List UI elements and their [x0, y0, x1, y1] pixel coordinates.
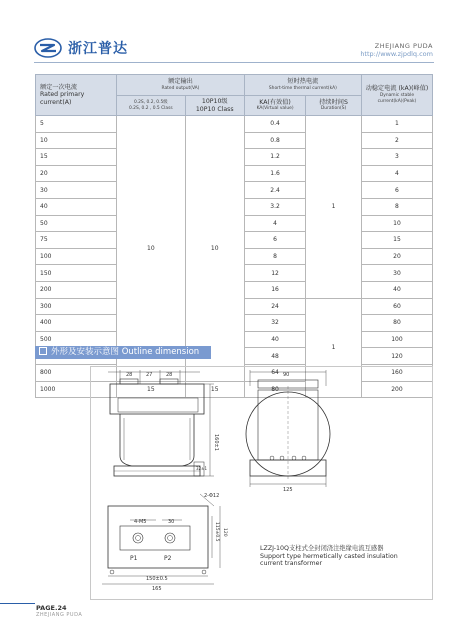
- header-dynamic-cn: 动稳定电流 (kA)(峰值): [365, 85, 429, 93]
- cell-primary: 10: [36, 132, 117, 149]
- cell-ka: 0.4: [244, 116, 305, 133]
- header-rated-output: [117, 75, 245, 96]
- cell-primary: 200: [36, 281, 117, 298]
- dim-top-a: 28: [126, 372, 133, 378]
- cell-primary: 100: [36, 248, 117, 265]
- cell-dynamic: 40: [361, 281, 432, 298]
- header-dynamic-en2: current(kA)(Peak): [377, 98, 417, 104]
- cell-dynamic: 4: [361, 165, 432, 182]
- dim-inner: 30: [168, 519, 175, 525]
- cell-primary: 15: [36, 149, 117, 166]
- cell-primary: 400: [36, 315, 117, 332]
- header-thermal-current: [244, 75, 361, 96]
- caption-line-cn: LZZJ-10Q支柱式全封闭浇注绝缘电流互感器: [260, 545, 384, 552]
- caption-line-en2: current transformer: [260, 560, 323, 568]
- cell-primary: 50: [36, 215, 117, 232]
- company-url: http://www.zjpdlq.com: [360, 50, 433, 58]
- logo-text: 浙江普达: [68, 41, 128, 57]
- checkbox-square-icon: [39, 347, 47, 355]
- cell-ka: 24: [244, 298, 305, 315]
- cell-output-b-merged: 10: [185, 116, 244, 382]
- section-title-bar: [35, 346, 211, 359]
- cell-dynamic: 30: [361, 265, 432, 282]
- cell-primary: 20: [36, 165, 117, 182]
- dim-bottom-inner: 150±0.5: [146, 576, 168, 582]
- cell-output-b: 15: [185, 381, 244, 398]
- dim-height: 160±1: [213, 434, 219, 451]
- section-title: 外形及安装示意图 Outline dimension: [51, 347, 200, 357]
- cell-ka: 0.8: [244, 132, 305, 149]
- cell-ka: 6: [244, 232, 305, 249]
- dim-base: 32±1: [196, 466, 207, 471]
- header-ka-cn: KA(有效值): [259, 98, 291, 106]
- cell-dynamic: 60: [361, 298, 432, 315]
- cell-dynamic: 120: [361, 348, 432, 365]
- header-output-en: Rated output(VA): [161, 85, 200, 91]
- header-class-b2: 10P10 Class: [195, 105, 234, 113]
- cell-ka: 1.6: [244, 165, 305, 182]
- cell-primary: 75: [36, 232, 117, 249]
- footer-brand: ZHEJIANG PUDA: [36, 612, 83, 618]
- header-class-b1: 10P10级: [201, 98, 228, 105]
- cell-output-a: 15: [117, 381, 186, 398]
- header-duration: [306, 96, 362, 116]
- header-duration-cn: 持续时间S: [319, 98, 348, 106]
- bottom-view: [102, 494, 220, 584]
- table-row: [36, 116, 433, 133]
- dim-hole: 2-Φ12: [204, 493, 220, 499]
- label-p1: P1: [130, 555, 138, 562]
- cell-dynamic: 80: [361, 315, 432, 332]
- caption-line-en1: Support type hermetically casted insulation: [260, 552, 398, 560]
- header-primary-cn: 额定一次电流: [40, 83, 78, 91]
- header-primary-en2: current(A): [40, 98, 72, 106]
- company-name-en: ZHEJIANG PUDA: [374, 42, 433, 50]
- header-class-a: [117, 96, 186, 116]
- header-class-a2: 0.2S, 0.2 , 0.5 Class: [128, 105, 173, 111]
- cell-primary: 30: [36, 182, 117, 199]
- header-ka-en: KA(Virtual value): [256, 106, 294, 112]
- cell-primary: 5: [36, 116, 117, 133]
- header-thermal-cn: 短时热电流: [287, 78, 319, 86]
- cell-ka: 1.2: [244, 149, 305, 166]
- header-ka: [244, 96, 305, 116]
- header-class-a1: 0.2S, 0.2, 0.5级: [133, 99, 168, 105]
- dim-side-top: 90: [283, 372, 290, 378]
- cell-dynamic: 10: [361, 215, 432, 232]
- cell-dynamic: 1: [361, 116, 432, 133]
- page-number: PAGE.24: [36, 604, 67, 612]
- side-view: [246, 370, 330, 487]
- cell-ka: 32: [244, 315, 305, 332]
- header-class-b: [185, 96, 244, 116]
- cell-dynamic: 160: [361, 364, 432, 381]
- dim-side-width: 125: [283, 487, 293, 493]
- cell-primary: 300: [36, 298, 117, 315]
- cell-ka: 12: [244, 265, 305, 282]
- front-view: [108, 370, 214, 476]
- drawing-caption: [260, 545, 398, 568]
- cell-dynamic: 6: [361, 182, 432, 199]
- cell-ka: 8: [244, 248, 305, 265]
- dim-bolt: 4-M5: [134, 519, 147, 525]
- header-dynamic-current: [361, 75, 432, 116]
- cell-primary: 1000: [36, 381, 117, 398]
- cell-dynamic: 2: [361, 132, 432, 149]
- header-dynamic-en1: Dynamic stable: [379, 92, 415, 98]
- cell-dynamic: 100: [361, 331, 432, 348]
- cell-ka: 80: [244, 381, 305, 398]
- cell-dynamic: 20: [361, 248, 432, 265]
- dim-top-c: 28: [166, 372, 173, 378]
- header-duration-en: Duration(S): [320, 106, 347, 112]
- dim-depth1: 115±0.5: [214, 522, 219, 542]
- company-logo-icon: [34, 38, 62, 58]
- cell-ka: 64: [244, 364, 305, 381]
- cell-primary: 150: [36, 265, 117, 282]
- header-primary-current: [36, 75, 117, 116]
- dim-top-b: 27: [146, 372, 153, 378]
- cell-duration-merged: 1: [306, 116, 362, 299]
- header-divider: [34, 62, 434, 63]
- dim-depth2: 120: [222, 528, 227, 537]
- footer-accent-line: [0, 603, 35, 604]
- cell-dynamic: 200: [361, 381, 432, 398]
- cell-ka: 2.4: [244, 182, 305, 199]
- cell-ka: 48: [244, 348, 305, 365]
- cell-duration-merged: 1: [306, 298, 362, 398]
- cell-ka: 40: [244, 331, 305, 348]
- cell-primary: 500: [36, 331, 117, 348]
- header-primary-en1: Rated primary: [40, 91, 85, 99]
- cell-dynamic: 15: [361, 232, 432, 249]
- cell-dynamic: 3: [361, 149, 432, 166]
- header-thermal-en: Short-time thermal current(kA): [268, 85, 337, 91]
- cell-output-a-merged: 10: [117, 116, 186, 382]
- cell-primary: 40: [36, 198, 117, 215]
- cell-dynamic: 8: [361, 198, 432, 215]
- table-header-row: [36, 75, 433, 96]
- cell-ka: 3.2: [244, 198, 305, 215]
- cell-ka: 16: [244, 281, 305, 298]
- header-output-cn: 额定输出: [168, 78, 193, 86]
- cell-ka: 4: [244, 215, 305, 232]
- label-p2: P2: [164, 555, 172, 562]
- dim-bottom-outer: 165: [152, 586, 162, 592]
- cell-primary: 800: [36, 364, 117, 381]
